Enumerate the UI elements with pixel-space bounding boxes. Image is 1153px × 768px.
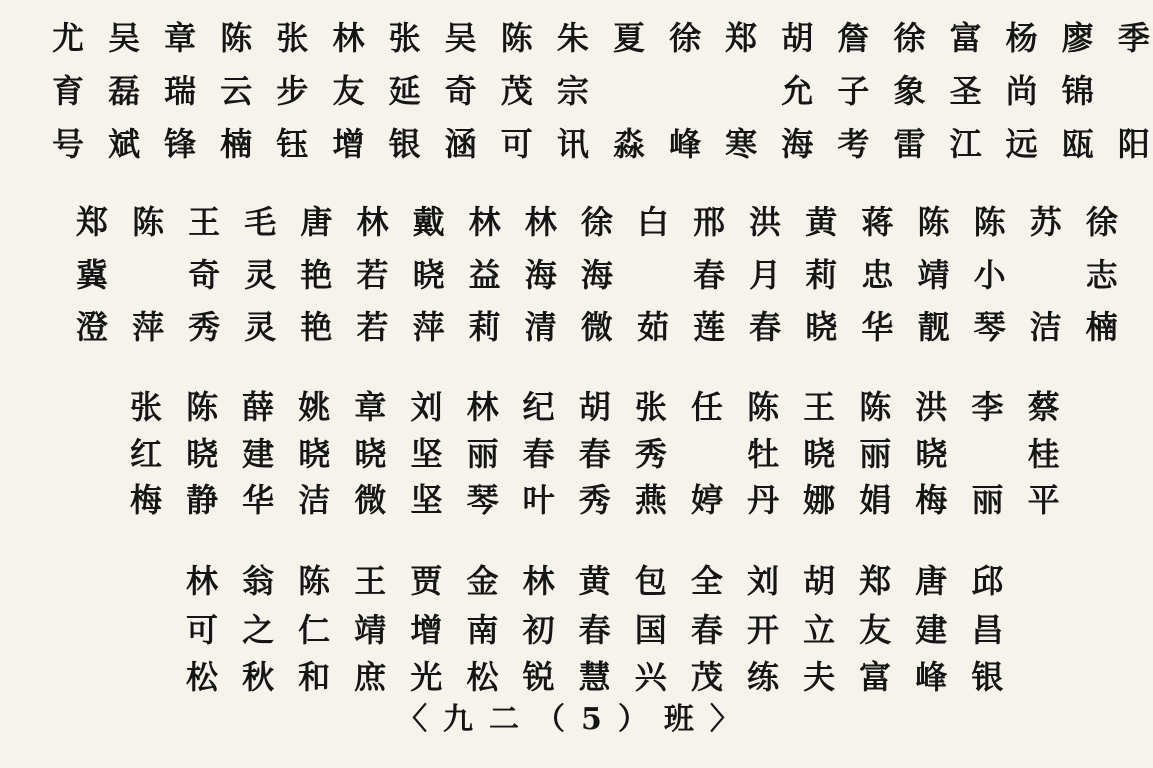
name-char: 可: [500, 125, 533, 163]
name-char: 章: [164, 19, 197, 57]
name-char: 郑: [75, 203, 108, 241]
name-char: 燕: [634, 481, 667, 519]
name-char: 若: [356, 256, 389, 294]
name-char: 毛: [244, 203, 277, 241]
name-char: 秀: [634, 435, 667, 473]
name-char: 晓: [186, 435, 219, 473]
name-char: 松: [466, 658, 499, 696]
name-char: 南: [466, 611, 499, 649]
name-char: 琴: [466, 481, 499, 519]
name-char: 远: [1005, 125, 1038, 163]
name-char: 黄: [578, 562, 611, 600]
name-char: 建: [915, 611, 948, 649]
name-char: 婷: [690, 481, 723, 519]
name-char: 奇: [444, 72, 477, 110]
name-char: 秀: [188, 308, 221, 346]
name-char: 张: [129, 388, 162, 426]
name-char: 徐: [893, 19, 926, 57]
name-char: 陈: [186, 388, 219, 426]
name-char: 贾: [410, 562, 443, 600]
name-char: 富: [949, 19, 982, 57]
name-char: 夫: [803, 658, 836, 696]
name-char: 茂: [690, 658, 723, 696]
name-char: 初: [522, 611, 555, 649]
name-char: 林: [522, 562, 555, 600]
name-char: 月: [749, 256, 782, 294]
name-char: 平: [1027, 481, 1060, 519]
name-char: 邱: [971, 562, 1004, 600]
name-char: 蒋: [861, 203, 894, 241]
name-char: 茂: [500, 72, 533, 110]
name-char: 益: [468, 256, 501, 294]
name-char: 富: [859, 658, 892, 696]
name-char: 桂: [1027, 435, 1060, 473]
name-char: 叶: [522, 481, 555, 519]
class-caption: 〈九二（5）班〉: [397, 702, 756, 737]
name-char: 华: [242, 481, 275, 519]
name-char: 步: [276, 72, 309, 110]
name-char: 胡: [578, 388, 611, 426]
name-char: 育: [51, 72, 84, 110]
name-char: 梅: [129, 481, 162, 519]
name-char: 丽: [971, 481, 1004, 519]
name-char: 阳: [1117, 125, 1150, 163]
name-char: 陈: [973, 203, 1006, 241]
name-char: 丹: [747, 481, 780, 519]
name-char: 蔡: [1027, 388, 1060, 426]
name-char: 洪: [749, 203, 782, 241]
name-char: 楠: [220, 125, 253, 163]
name-char: 锦: [1061, 72, 1094, 110]
name-char: 靖: [354, 611, 387, 649]
name-char: 唐: [915, 562, 948, 600]
name-char: 陈: [747, 388, 780, 426]
name-char: 秀: [578, 481, 611, 519]
name-char: 翁: [242, 562, 275, 600]
name-char: 微: [354, 481, 387, 519]
name-char: 兴: [634, 658, 667, 696]
name-char: 包: [634, 562, 667, 600]
name-char: 志: [1085, 256, 1118, 294]
name-char: 任: [690, 388, 723, 426]
name-char: 纪: [522, 388, 555, 426]
name-char: 陈: [220, 19, 253, 57]
name-char: 萍: [412, 308, 445, 346]
name-char: 郑: [859, 562, 892, 600]
name-char: 林: [332, 19, 365, 57]
name-char: 莉: [468, 308, 501, 346]
name-char: 友: [332, 72, 365, 110]
name-char: 宗: [556, 72, 589, 110]
name-char: 圣: [949, 72, 982, 110]
name-char: 号: [51, 125, 84, 163]
name-char: 洁: [298, 481, 331, 519]
name-char: 王: [354, 562, 387, 600]
name-char: 瑞: [164, 72, 197, 110]
name-char: 吴: [444, 19, 477, 57]
name-char: 雷: [893, 125, 926, 163]
name-char: 秋: [242, 658, 275, 696]
name-char: 象: [893, 72, 926, 110]
name-char: 和: [298, 658, 331, 696]
name-char: 全: [690, 562, 723, 600]
name-char: 松: [185, 658, 218, 696]
name-char: 林: [524, 203, 557, 241]
name-char: 陈: [132, 203, 165, 241]
name-char: 莉: [805, 256, 838, 294]
name-char: 友: [859, 611, 892, 649]
name-char: 陈: [298, 562, 331, 600]
name-char: 吴: [108, 19, 141, 57]
name-char: 萍: [132, 308, 165, 346]
name-char: 考: [837, 125, 870, 163]
name-char: 练: [746, 658, 779, 696]
name-char: 江: [949, 125, 982, 163]
name-char: 淼: [612, 125, 645, 163]
name-char: 灵: [244, 308, 277, 346]
name-char: 庶: [354, 658, 387, 696]
name-char: 金: [466, 562, 499, 600]
name-char: 靖: [917, 256, 950, 294]
name-char: 梅: [915, 481, 948, 519]
name-char: 仁: [298, 611, 331, 649]
name-char: 开: [746, 611, 779, 649]
name-char: 邢: [693, 203, 726, 241]
name-char: 洪: [915, 388, 948, 426]
name-char: 峰: [669, 125, 702, 163]
name-char: 微: [580, 308, 613, 346]
name-char: 澄: [75, 308, 108, 346]
name-char: 季: [1117, 19, 1150, 57]
name-char: 廖: [1061, 19, 1094, 57]
name-char: 灵: [244, 256, 277, 294]
name-char: 张: [634, 388, 667, 426]
name-char: 奇: [188, 256, 221, 294]
name-char: 小: [973, 256, 1006, 294]
name-char: 章: [354, 388, 387, 426]
name-char: 忠: [861, 256, 894, 294]
name-char: 陈: [500, 19, 533, 57]
name-char: 苏: [1029, 203, 1062, 241]
name-char: 陈: [859, 388, 892, 426]
name-char: 靓: [917, 308, 950, 346]
name-char: 海: [781, 125, 814, 163]
name-char: 丽: [466, 435, 499, 473]
name-char: 春: [522, 435, 555, 473]
name-char: 寒: [725, 125, 758, 163]
name-char: 张: [388, 19, 421, 57]
name-char: 莲: [693, 308, 726, 346]
name-char: 张: [276, 19, 309, 57]
name-char: 春: [693, 256, 726, 294]
name-char: 尚: [1005, 72, 1038, 110]
name-char: 杨: [1005, 19, 1038, 57]
name-char: 林: [466, 388, 499, 426]
name-char: 晓: [354, 435, 387, 473]
name-char: 讯: [556, 125, 589, 163]
name-char: 静: [186, 481, 219, 519]
name-char: 姚: [298, 388, 331, 426]
name-char: 晓: [803, 435, 836, 473]
name-char: 涵: [444, 125, 477, 163]
name-char: 国: [634, 611, 667, 649]
name-char: 薛: [242, 388, 275, 426]
name-char: 锐: [522, 658, 555, 696]
name-char: 昌: [971, 611, 1004, 649]
name-char: 若: [356, 308, 389, 346]
name-char: 胡: [803, 562, 836, 600]
name-char: 磊: [108, 72, 141, 110]
name-char: 华: [861, 308, 894, 346]
name-char: 刘: [410, 388, 443, 426]
name-char: 楠: [1085, 308, 1118, 346]
name-char: 允: [781, 72, 814, 110]
name-char: 子: [837, 72, 870, 110]
name-char: 春: [578, 611, 611, 649]
name-char: 冀: [75, 256, 108, 294]
name-char: 琴: [973, 308, 1006, 346]
name-char: 晓: [915, 435, 948, 473]
name-char: 晓: [412, 256, 445, 294]
name-char: 黄: [805, 203, 838, 241]
name-char: 丽: [859, 435, 892, 473]
name-char: 徐: [580, 203, 613, 241]
name-char: 白: [636, 203, 669, 241]
name-char: 可: [185, 611, 218, 649]
name-char: 尤: [51, 19, 84, 57]
name-char: 坚: [410, 435, 443, 473]
name-char: 增: [410, 611, 443, 649]
name-char: 增: [332, 125, 365, 163]
name-char: 茹: [636, 308, 669, 346]
name-char: 春: [749, 308, 782, 346]
name-char: 陈: [917, 203, 950, 241]
name-char: 斌: [108, 125, 141, 163]
name-char: 红: [129, 435, 162, 473]
name-char: 延: [388, 72, 421, 110]
name-char: 锋: [164, 125, 197, 163]
name-char: 晓: [805, 308, 838, 346]
name-char: 王: [803, 388, 836, 426]
name-char: 晓: [298, 435, 331, 473]
name-char: 立: [803, 611, 836, 649]
name-char: 徐: [669, 19, 702, 57]
name-char: 云: [220, 72, 253, 110]
name-char: 林: [185, 562, 218, 600]
name-char: 詹: [837, 19, 870, 57]
name-char: 峰: [915, 658, 948, 696]
name-char: 林: [356, 203, 389, 241]
name-char: 娜: [803, 481, 836, 519]
name-char: 娟: [859, 481, 892, 519]
name-char: 建: [242, 435, 275, 473]
name-char: 瓯: [1061, 125, 1094, 163]
name-char: 刘: [746, 562, 779, 600]
name-char: 春: [578, 435, 611, 473]
name-char: 海: [580, 256, 613, 294]
name-char: 林: [468, 203, 501, 241]
name-char: 艳: [300, 256, 333, 294]
name-char: 牡: [747, 435, 780, 473]
name-char: 钰: [276, 125, 309, 163]
name-char: 光: [410, 658, 443, 696]
name-char: 胡: [781, 19, 814, 57]
name-char: 银: [388, 125, 421, 163]
name-char: 海: [524, 256, 557, 294]
name-char: 慧: [578, 658, 611, 696]
name-char: 郑: [725, 19, 758, 57]
name-char: 朱: [556, 19, 589, 57]
name-char: 之: [242, 611, 275, 649]
name-char: 唐: [300, 203, 333, 241]
name-char: 夏: [612, 19, 645, 57]
name-char: 李: [971, 388, 1004, 426]
name-char: 洁: [1029, 308, 1062, 346]
name-char: 艳: [300, 308, 333, 346]
name-char: 戴: [412, 203, 445, 241]
name-char: 银: [971, 658, 1004, 696]
name-char: 徐: [1085, 203, 1118, 241]
name-char: 清: [524, 308, 557, 346]
name-char: 坚: [410, 481, 443, 519]
name-char: 王: [188, 203, 221, 241]
name-char: 春: [690, 611, 723, 649]
